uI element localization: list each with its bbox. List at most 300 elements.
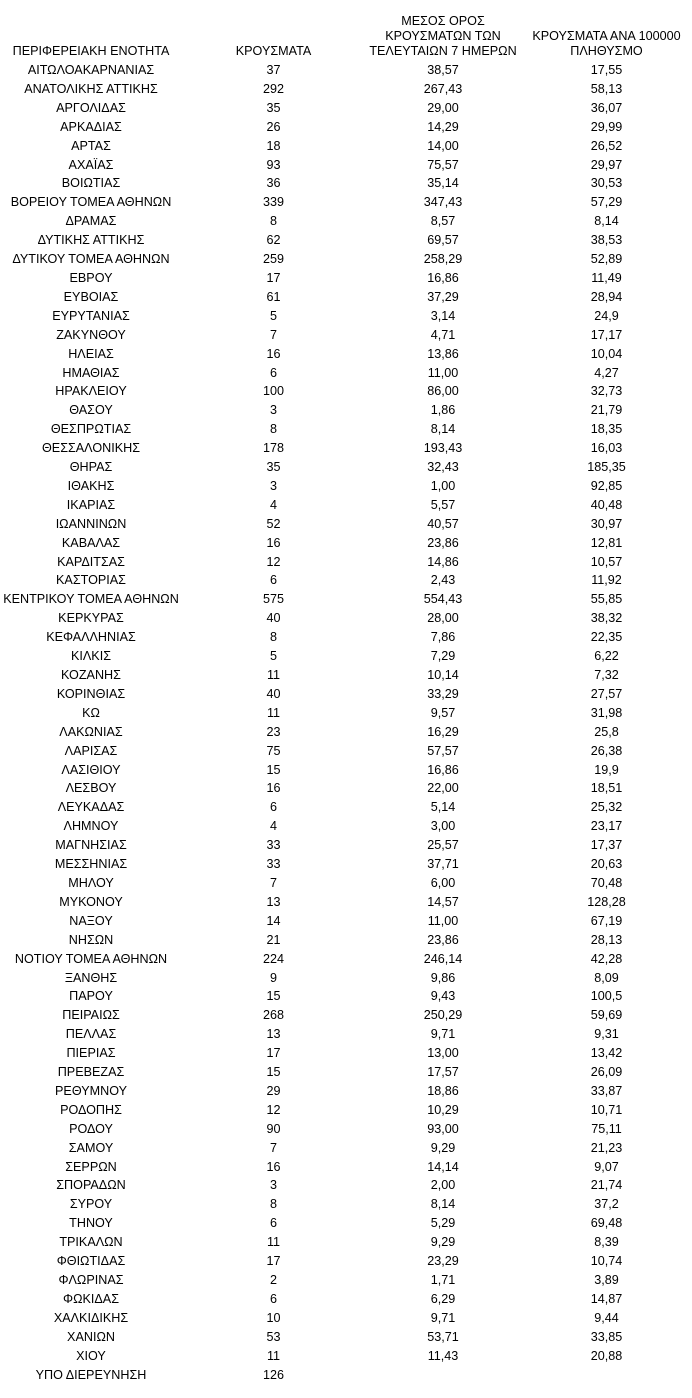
region-cell: ΤΡΙΚΑΛΩΝ bbox=[59, 1235, 123, 1250]
table-row bbox=[0, 1176, 692, 1195]
cases-cell: 5 bbox=[269, 308, 277, 323]
table-row bbox=[0, 458, 692, 477]
region-cell: ΚΙΛΚΙΣ bbox=[71, 649, 111, 664]
cases-cell: 11 bbox=[266, 1348, 281, 1363]
region-cell: ΣΕΡΡΩΝ bbox=[65, 1159, 117, 1174]
per-100k-cell: 36,07 bbox=[590, 100, 623, 115]
avg-7days-cell: 14,14 bbox=[427, 1159, 459, 1174]
table-row bbox=[0, 723, 692, 742]
table-row bbox=[0, 950, 692, 969]
region-cell: ΚΟΡΙΝΘΙΑΣ bbox=[56, 686, 126, 701]
per-100k-cell: 8,14 bbox=[594, 214, 619, 229]
region-cell: ΛΕΣΒΟΥ bbox=[65, 781, 117, 796]
per-100k-cell: 59,69 bbox=[590, 1008, 623, 1023]
per-100k-cell: 13,42 bbox=[590, 1046, 623, 1061]
per-100k-cell: 52,89 bbox=[590, 252, 623, 267]
region-cell: ΛΗΜΝΟΥ bbox=[63, 819, 119, 834]
avg-7days-cell bbox=[365, 1366, 521, 1385]
per-100k-cell: 32,73 bbox=[590, 384, 623, 399]
avg-7days-cell: 250,29 bbox=[423, 1008, 463, 1023]
table-row bbox=[0, 496, 692, 515]
per-100k-cell: 69,48 bbox=[590, 1216, 623, 1231]
avg-7days-cell: 10,29 bbox=[427, 1102, 459, 1117]
per-100k-cell: 10,74 bbox=[590, 1254, 623, 1269]
table-row bbox=[0, 1214, 692, 1233]
per-100k-cell: 75,11 bbox=[591, 1121, 622, 1136]
per-100k-cell: 21,23 bbox=[590, 1140, 623, 1155]
avg-7days-cell: 9,86 bbox=[430, 970, 456, 985]
avg-7days-cell: 267,43 bbox=[423, 81, 463, 96]
cases-cell: 2 bbox=[269, 1273, 277, 1287]
avg-7days-cell: 4,71 bbox=[430, 327, 456, 342]
table-row bbox=[0, 364, 692, 383]
cases-cell: 100 bbox=[262, 384, 284, 399]
region-cell: ΜΕΣΣΗΝΙΑΣ bbox=[54, 857, 128, 872]
region-cell: ΑΙΤΩΛΟΑΚΑΡΝΑΝΙΑΣ bbox=[27, 63, 155, 77]
region-cell: ΕΥΒΟΙΑΣ bbox=[63, 289, 119, 304]
table-header bbox=[0, 0, 692, 61]
avg-7days-cell: 17,57 bbox=[427, 1065, 459, 1080]
table-row bbox=[0, 288, 692, 307]
region-cell: ΚΕΦΑΛΛΗΝΙΑΣ bbox=[46, 630, 136, 645]
table-row bbox=[0, 553, 692, 572]
per-100k-cell: 26,09 bbox=[590, 1065, 623, 1080]
cases-cell: 5 bbox=[269, 649, 277, 664]
region-cell: ΝΟΤΙΟΥ ΤΟΜΕΑ ΑΘΗΝΩΝ bbox=[14, 951, 168, 966]
region-cell: ΑΡΤΑΣ bbox=[71, 138, 111, 153]
cases-cell: 4 bbox=[269, 497, 277, 512]
table-row bbox=[0, 874, 692, 893]
region-cell: ΡΕΘΥΜΝΟΥ bbox=[55, 1083, 127, 1098]
avg-7days-cell: 5,29 bbox=[430, 1216, 456, 1231]
table-row bbox=[0, 1101, 692, 1120]
avg-7days-cell: 10,14 bbox=[427, 668, 459, 682]
per-100k-cell: 20,63 bbox=[590, 857, 623, 872]
table-body bbox=[0, 61, 692, 1384]
table-row bbox=[0, 1271, 692, 1290]
avg-7days-cell: 37,71 bbox=[427, 857, 459, 872]
avg-7days-cell: 69,57 bbox=[427, 233, 459, 248]
per-100k-cell: 20,88 bbox=[590, 1348, 623, 1363]
table-row bbox=[0, 1120, 692, 1139]
table-row bbox=[0, 99, 692, 118]
region-cell: ΣΑΜΟΥ bbox=[68, 1140, 114, 1155]
per-100k-cell: 10,71 bbox=[590, 1102, 623, 1117]
avg-7days-cell: 193,43 bbox=[423, 441, 463, 456]
table-row bbox=[0, 1195, 692, 1214]
per-100k-cell: 23,17 bbox=[590, 819, 623, 834]
table-row bbox=[0, 742, 692, 761]
header-per-100k: ΚΡΟΥΣΜΑΤΑ ΑΝΑ 100000 ΠΛΗΘΥΣΜΟ bbox=[532, 29, 681, 58]
table-row bbox=[0, 1328, 692, 1347]
per-100k-cell: 57,29 bbox=[590, 195, 623, 210]
per-100k-cell: 3,89 bbox=[594, 1273, 619, 1287]
avg-7days-cell: 37,29 bbox=[427, 289, 459, 304]
avg-7days-cell: 8,14 bbox=[430, 1197, 456, 1212]
per-100k-cell: 19,9 bbox=[594, 762, 619, 777]
region-cell: ΞΑΝΘΗΣ bbox=[64, 970, 118, 985]
table-row bbox=[0, 647, 692, 666]
region-cell: ΕΥΡΥΤΑΝΙΑΣ bbox=[52, 308, 130, 323]
table-row bbox=[0, 931, 692, 950]
cases-cell: 3 bbox=[269, 1178, 277, 1193]
table-row bbox=[0, 1252, 692, 1271]
per-100k-cell: 42,28 bbox=[590, 951, 623, 966]
region-cell: ΖΑΚΥΝΘΟΥ bbox=[56, 327, 126, 342]
cases-cell: 3 bbox=[269, 403, 277, 418]
table-row bbox=[0, 1139, 692, 1158]
avg-7days-cell: 13,00 bbox=[427, 1046, 459, 1061]
cases-cell: 61 bbox=[266, 289, 281, 304]
avg-7days-cell: 8,14 bbox=[430, 422, 456, 437]
cases-cell: 12 bbox=[266, 1102, 281, 1117]
cases-cell: 178 bbox=[262, 441, 284, 456]
table-row bbox=[0, 893, 692, 912]
cases-cell: 93 bbox=[266, 157, 281, 172]
region-cell: ΛΑΣΙΘΙΟΥ bbox=[61, 762, 121, 777]
avg-7days-cell: 7,29 bbox=[430, 649, 456, 664]
region-cell: ΤΗΝΟΥ bbox=[69, 1216, 113, 1231]
cases-cell: 21 bbox=[266, 932, 281, 947]
cases-cell: 15 bbox=[266, 1065, 281, 1080]
avg-7days-cell: 14,86 bbox=[427, 554, 459, 569]
avg-7days-cell: 23,86 bbox=[427, 932, 459, 947]
cases-cell: 14 bbox=[266, 913, 281, 928]
cases-cell: 35 bbox=[266, 100, 281, 115]
avg-7days-cell: 33,29 bbox=[427, 686, 459, 701]
header-avg-7days: ΜΕΣΟΣ ΟΡΟΣ ΚΡΟΥΣΜΑΤΩΝ ΤΩΝ ΤΕΛΕΥΤΑΙΩΝ 7 ΗΜΕΡΩΝ bbox=[369, 14, 517, 58]
region-cell: ΑΡΓΟΛΙΔΑΣ bbox=[56, 100, 126, 115]
region-cell: ΒΟΙΩΤΙΑΣ bbox=[61, 176, 121, 191]
cases-cell: 292 bbox=[262, 81, 284, 96]
cases-cell: 16 bbox=[266, 535, 281, 550]
region-cell: ΥΠΟ ΔΙΕΡΕΥΝΗΣΗ bbox=[35, 1367, 147, 1382]
region-cell: ΘΗΡΑΣ bbox=[69, 460, 113, 475]
region-cell: ΚΕΡΚΥΡΑΣ bbox=[58, 611, 124, 626]
cases-cell: 37 bbox=[266, 63, 281, 77]
avg-7days-cell: 347,43 bbox=[423, 195, 463, 210]
per-100k-cell: 70,48 bbox=[590, 875, 623, 890]
cases-cell: 6 bbox=[269, 1216, 277, 1231]
per-100k-cell: 29,99 bbox=[590, 119, 623, 134]
avg-7days-cell: 32,43 bbox=[427, 460, 459, 475]
region-cell: ΗΛΕΙΑΣ bbox=[68, 346, 114, 361]
cases-cell: 224 bbox=[262, 951, 284, 966]
region-cell: ΚΑΒΑΛΑΣ bbox=[61, 535, 121, 550]
per-100k-cell: 26,52 bbox=[590, 138, 623, 153]
region-cell: ΗΡΑΚΛΕΙΟΥ bbox=[55, 384, 127, 399]
header-region: ΠΕΡΙΦΕΡΕΙΑΚΗ ΕΝΟΤΗΤΑ bbox=[12, 44, 170, 58]
per-100k-cell: 28,94 bbox=[590, 289, 623, 304]
per-100k-cell: 10,57 bbox=[590, 554, 623, 569]
per-100k-cell: 22,35 bbox=[590, 630, 623, 645]
avg-7days-cell: 14,29 bbox=[427, 119, 459, 134]
cases-cell: 40 bbox=[266, 686, 281, 701]
avg-7days-cell: 18,86 bbox=[427, 1083, 459, 1098]
per-100k-cell: 67,19 bbox=[590, 913, 623, 928]
cases-cell: 8 bbox=[269, 1197, 277, 1212]
cases-cell: 15 bbox=[266, 762, 281, 777]
avg-7days-cell: 554,43 bbox=[423, 592, 463, 607]
per-100k-cell: 4,27 bbox=[594, 365, 619, 380]
table-row bbox=[0, 401, 692, 420]
per-100k-cell: 55,85 bbox=[590, 592, 623, 607]
region-cell: ΑΧΑΪΑΣ bbox=[68, 157, 114, 172]
cases-cell: 53 bbox=[266, 1329, 281, 1344]
region-cell: ΜΗΛΟΥ bbox=[68, 875, 114, 890]
region-cell: ΜΑΓΝΗΣΙΑΣ bbox=[55, 838, 127, 853]
per-100k-cell: 18,51 bbox=[590, 781, 623, 796]
avg-7days-cell: 3,14 bbox=[430, 308, 456, 323]
avg-7days-cell: 93,00 bbox=[427, 1121, 459, 1136]
cases-cell: 6 bbox=[269, 800, 277, 815]
avg-7days-cell: 23,86 bbox=[427, 535, 459, 550]
per-100k-cell: 58,13 bbox=[590, 81, 623, 96]
per-100k-cell: 6,22 bbox=[594, 649, 619, 664]
cases-cell: 6 bbox=[269, 1291, 277, 1306]
per-100k-cell: 30,97 bbox=[590, 516, 623, 531]
avg-7days-cell: 25,57 bbox=[427, 838, 459, 853]
region-cell: ΒΟΡΕΙΟΥ ΤΟΜΕΑ ΑΘΗΝΩΝ bbox=[10, 195, 172, 210]
table-row bbox=[0, 1082, 692, 1101]
cases-cell: 4 bbox=[269, 819, 277, 834]
avg-7days-cell: 9,71 bbox=[430, 1027, 456, 1042]
cases-cell: 17 bbox=[266, 270, 281, 285]
table-row bbox=[0, 987, 692, 1006]
per-100k-cell: 31,98 bbox=[590, 705, 623, 720]
avg-7days-cell: 258,29 bbox=[423, 252, 463, 267]
region-cell: ΝΗΣΩΝ bbox=[68, 932, 114, 947]
avg-7days-cell: 57,57 bbox=[427, 743, 459, 758]
cases-cell: 16 bbox=[266, 1159, 281, 1174]
region-cell: ΡΟΔΟΥ bbox=[69, 1121, 113, 1136]
cases-cell: 16 bbox=[266, 781, 281, 796]
region-cell: ΡΟΔΟΠΗΣ bbox=[60, 1102, 122, 1117]
per-100k-cell: 30,53 bbox=[590, 176, 623, 191]
cases-cell: 7 bbox=[269, 327, 277, 342]
avg-7days-cell: 14,57 bbox=[427, 894, 459, 909]
table-row bbox=[0, 855, 692, 874]
cases-cell: 6 bbox=[269, 365, 277, 380]
cases-cell: 9 bbox=[269, 970, 277, 985]
avg-7days-cell: 53,71 bbox=[427, 1329, 459, 1344]
avg-7days-cell: 1,00 bbox=[430, 478, 456, 493]
avg-7days-cell: 28,00 bbox=[427, 611, 459, 626]
table-row bbox=[0, 1158, 692, 1177]
avg-7days-cell: 86,00 bbox=[427, 384, 459, 399]
region-cell: ΠΡΕΒΕΖΑΣ bbox=[57, 1065, 125, 1080]
per-100k-cell: 92,85 bbox=[590, 478, 623, 493]
per-100k-cell: 100,5 bbox=[590, 989, 623, 1004]
avg-7days-cell: 40,57 bbox=[427, 516, 459, 531]
table-row bbox=[0, 174, 692, 193]
cases-cell: 18 bbox=[266, 138, 281, 153]
cases-cell: 33 bbox=[266, 857, 281, 872]
region-cell: ΔΥΤΙΚΗΣ ΑΤΤΙΚΗΣ bbox=[37, 233, 145, 248]
cases-cell: 90 bbox=[266, 1121, 281, 1136]
per-100k-cell: 17,17 bbox=[590, 327, 623, 342]
per-100k-cell: 17,37 bbox=[590, 838, 623, 853]
region-cell: ΠΙΕΡΙΑΣ bbox=[66, 1046, 116, 1061]
region-cell: ΘΕΣΣΑΛΟΝΙΚΗΣ bbox=[42, 441, 140, 456]
cases-cell: 26 bbox=[266, 119, 281, 134]
per-100k-cell: 16,03 bbox=[590, 441, 623, 456]
table-row bbox=[0, 628, 692, 647]
region-cell: ΚΟΖΑΝΗΣ bbox=[61, 668, 121, 682]
avg-7days-cell: 23,29 bbox=[427, 1254, 459, 1269]
header-cases: ΚΡΟΥΣΜΑΤΑ bbox=[235, 44, 312, 58]
table-row bbox=[0, 382, 692, 401]
avg-7days-cell: 16,86 bbox=[427, 270, 459, 285]
region-cell: ΛΑΚΩΝΙΑΣ bbox=[59, 724, 123, 739]
cases-cell: 29 bbox=[266, 1083, 281, 1098]
header-row bbox=[0, 0, 692, 61]
per-100k-cell: 7,32 bbox=[594, 668, 619, 682]
avg-7days-cell: 9,71 bbox=[430, 1310, 456, 1325]
region-cell: ΘΑΣΟΥ bbox=[69, 403, 113, 418]
avg-7days-cell: 2,00 bbox=[430, 1178, 456, 1193]
table-row bbox=[0, 193, 692, 212]
region-cell: ΠΕΙΡΑΙΩΣ bbox=[62, 1008, 120, 1023]
per-100k-cell: 8,09 bbox=[594, 970, 619, 985]
table-row bbox=[0, 912, 692, 931]
cases-cell: 33 bbox=[266, 838, 281, 853]
table-row bbox=[0, 1290, 692, 1309]
region-cell: ΣΠΟΡΑΔΩΝ bbox=[56, 1178, 126, 1193]
avg-7days-cell: 2,43 bbox=[430, 573, 456, 588]
avg-7days-cell: 9,57 bbox=[430, 705, 456, 720]
region-cell: ΝΑΞΟΥ bbox=[69, 913, 113, 928]
region-cell: ΦΩΚΙΔΑΣ bbox=[63, 1291, 119, 1306]
per-100k-cell: 9,31 bbox=[594, 1027, 619, 1042]
region-cell: ΗΜΑΘΙΑΣ bbox=[62, 365, 120, 380]
avg-7days-cell: 246,14 bbox=[423, 951, 463, 966]
table-row bbox=[0, 1309, 692, 1328]
table-row bbox=[0, 817, 692, 836]
table-row bbox=[0, 80, 692, 99]
avg-7days-cell: 9,29 bbox=[430, 1235, 456, 1250]
cases-cell: 17 bbox=[266, 1046, 281, 1061]
table-row bbox=[0, 1233, 692, 1252]
cases-cell: 13 bbox=[266, 894, 281, 909]
cases-cell: 3 bbox=[269, 478, 277, 493]
cases-cell: 268 bbox=[262, 1008, 284, 1023]
table-row bbox=[0, 326, 692, 345]
region-cell: ΚΑΣΤΟΡΙΑΣ bbox=[56, 573, 126, 588]
avg-7days-cell: 22,00 bbox=[427, 781, 459, 796]
table-row bbox=[0, 231, 692, 250]
cases-cell: 75 bbox=[266, 743, 281, 758]
per-100k-cell: 21,79 bbox=[590, 403, 623, 418]
per-100k-cell: 40,48 bbox=[590, 497, 623, 512]
table-row bbox=[0, 1063, 692, 1082]
table-row bbox=[0, 250, 692, 269]
table-row bbox=[0, 761, 692, 780]
per-100k-cell: 25,8 bbox=[594, 724, 619, 739]
per-100k-cell: 33,87 bbox=[590, 1083, 623, 1098]
cases-cell: 11 bbox=[266, 668, 281, 682]
cases-cell: 259 bbox=[262, 252, 284, 267]
cases-cell: 7 bbox=[269, 1140, 277, 1155]
avg-7days-cell: 29,00 bbox=[427, 100, 459, 115]
cases-cell: 13 bbox=[266, 1027, 281, 1042]
per-100k-cell: 38,53 bbox=[590, 233, 623, 248]
table-row bbox=[0, 1044, 692, 1063]
cases-cell: 23 bbox=[266, 724, 281, 739]
region-cell: ΠΑΡΟΥ bbox=[69, 989, 113, 1004]
table-row bbox=[0, 212, 692, 231]
per-100k-cell: 27,57 bbox=[590, 686, 623, 701]
region-cell: ΛΕΥΚΑΔΑΣ bbox=[57, 800, 125, 815]
per-100k-cell: 25,32 bbox=[590, 800, 623, 815]
region-cell: ΑΡΚΑΔΙΑΣ bbox=[60, 119, 122, 134]
region-cell: ΦΛΩΡΙΝΑΣ bbox=[58, 1273, 124, 1287]
table-row bbox=[0, 137, 692, 156]
region-cell: ΚΕΝΤΡΙΚΟΥ ΤΟΜΕΑ ΑΘΗΝΩΝ bbox=[3, 592, 179, 607]
table-row bbox=[0, 534, 692, 553]
per-100k-cell: 18,35 bbox=[590, 422, 623, 437]
region-cell: ΑΝΑΤΟΛΙΚΗΣ ΑΤΤΙΚΗΣ bbox=[24, 81, 158, 96]
avg-7days-cell: 14,00 bbox=[427, 138, 459, 153]
cases-cell: 11 bbox=[266, 1235, 281, 1250]
region-cell: ΧΙΟΥ bbox=[76, 1348, 106, 1363]
region-cell: ΧΑΝΙΩΝ bbox=[67, 1329, 115, 1344]
per-100k-cell: 8,39 bbox=[594, 1235, 619, 1250]
avg-7days-cell: 11,43 bbox=[427, 1348, 459, 1363]
region-cell: ΚΩ bbox=[82, 705, 100, 720]
cases-cell: 10 bbox=[266, 1310, 281, 1325]
cases-cell: 8 bbox=[269, 630, 277, 645]
table-row bbox=[0, 477, 692, 496]
table-row bbox=[0, 779, 692, 798]
per-100k-cell: 128,28 bbox=[587, 894, 626, 909]
avg-7days-cell: 11,00 bbox=[427, 913, 459, 928]
per-100k-cell: 29,97 bbox=[590, 157, 623, 172]
region-cell: ΙΚΑΡΙΑΣ bbox=[66, 497, 116, 512]
table-row bbox=[0, 836, 692, 855]
table-row bbox=[0, 269, 692, 288]
cases-cell: 40 bbox=[266, 611, 281, 626]
per-100k-cell: 185,35 bbox=[587, 460, 626, 475]
table-row bbox=[0, 439, 692, 458]
table-row bbox=[0, 1366, 692, 1385]
per-100k-cell: 9,44 bbox=[594, 1310, 619, 1325]
table-row bbox=[0, 156, 692, 175]
cases-cell: 126 bbox=[262, 1367, 284, 1382]
region-cell: ΦΘΙΩΤΙΔΑΣ bbox=[56, 1254, 126, 1269]
per-100k-cell: 10,04 bbox=[590, 346, 623, 361]
table-row bbox=[0, 118, 692, 137]
cases-cell: 575 bbox=[262, 592, 284, 607]
avg-7days-cell: 75,57 bbox=[427, 157, 459, 172]
cases-cell: 52 bbox=[266, 516, 281, 531]
table-row bbox=[0, 666, 692, 685]
table-row bbox=[0, 61, 692, 80]
avg-7days-cell: 8,57 bbox=[430, 214, 456, 229]
avg-7days-cell: 6,00 bbox=[430, 875, 456, 890]
per-100k-cell: 26,38 bbox=[590, 743, 623, 758]
region-cell: ΕΒΡΟΥ bbox=[69, 270, 113, 285]
cases-cell: 8 bbox=[269, 422, 277, 437]
table-row bbox=[0, 590, 692, 609]
per-100k-cell: 37,2 bbox=[594, 1197, 619, 1212]
cases-cell: 12 bbox=[266, 554, 281, 569]
cases-cell: 62 bbox=[266, 233, 281, 248]
cases-cell: 11 bbox=[266, 705, 281, 720]
region-cell: ΠΕΛΛΑΣ bbox=[65, 1027, 117, 1042]
avg-7days-cell: 9,29 bbox=[430, 1140, 456, 1155]
region-cell: ΛΑΡΙΣΑΣ bbox=[64, 743, 118, 758]
